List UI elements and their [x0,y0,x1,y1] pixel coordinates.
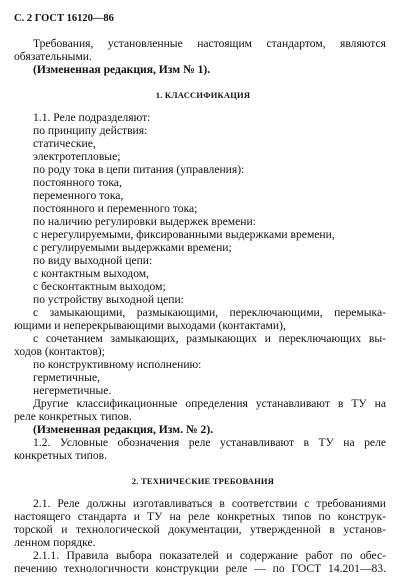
list-item: с нерегулируемыми, фиксированными выдержками времени, [33,228,335,241]
list-item: статические, [33,137,96,150]
list-item: ходов (контактов); [14,345,105,358]
list-item: с контактным выходом, [33,267,150,280]
list-item: с регулируемыми выдержками времени; [33,241,232,254]
section-2-heading: 2. ТЕХНИЧЕСКИЕ ТРЕБОВАНИЯ [131,476,275,486]
clause-2-1-line: торской и технологической документации, утвержденной в установ- [14,523,386,536]
list-item: постоянного тока, [33,176,122,189]
list-item: по наличию регулировки выдержек времени: [33,215,256,228]
list-item: негерметичные. [33,384,112,397]
list-item: по устройству выходной цепи: [33,293,184,306]
list-item: электротепловые; [33,150,121,163]
clause-2-1-1-line: 2.1.1. Правила выбора показателей и содержание работ по обес- [33,549,386,562]
list-item: ющими и неперекрывающими выходами (контактами), [14,319,286,332]
clause-2-1-line: ленном порядке. [14,536,96,549]
list-item: с бесконтактным выходом; [33,280,166,293]
paragraph-line: реле конкретных типов. [14,410,132,423]
page-header: С. 2 ГОСТ 16120—86 [14,13,114,24]
list-item: по конструктивному исполнению: [33,358,202,371]
clause-2-1-1-line: печению технологичности конструкции реле — по ГОСТ 14.201—83. [14,562,386,575]
edit-note-2: (Измененная редакция, Изм. № 2). [33,423,214,436]
intro-line-1: Требования, установленные настоящим стандартом, являются [33,37,386,50]
intro-line-2: обязательными. [14,50,92,63]
clause-2-1-line: настоящего стандарта и ТУ на реле конкретных типов по конструк- [14,510,386,523]
edit-note-1: (Измененная редакция, Изм № 1). [33,63,211,76]
clause-2-1-line: 2.1. Реле должны изготавливаться в соответствии с требованиями [33,497,386,510]
list-item: с сочетанием замыкающих, размыкающих и переключающих вы- [33,332,386,345]
clause-1-2-line-1: 1.2. Условные обозначения реле устанавливают в ТУ на реле [33,436,386,449]
list-item: с замыкающими, размыкающими, переключающими, перемыка- [33,306,386,319]
clause-1-1: 1.1. Реле подразделяют: [33,111,151,124]
list-item: по виду выходной цепи: [33,254,153,267]
paragraph-line: Другие классификационные определения устанавливают в ТУ на [33,397,386,410]
list-item: герметичные, [33,371,100,384]
clause-1-2-line-2: конкретных типов. [14,449,108,462]
section-1-heading: 1. КЛАССИФИКАЦИЯ [155,90,251,100]
list-item: по роду тока в цепи питания (управления): [33,163,245,176]
list-item: переменного тока, [33,189,124,202]
list-item: постоянного и переменного тока; [33,202,198,215]
list-item: по принципу действия: [33,124,148,137]
